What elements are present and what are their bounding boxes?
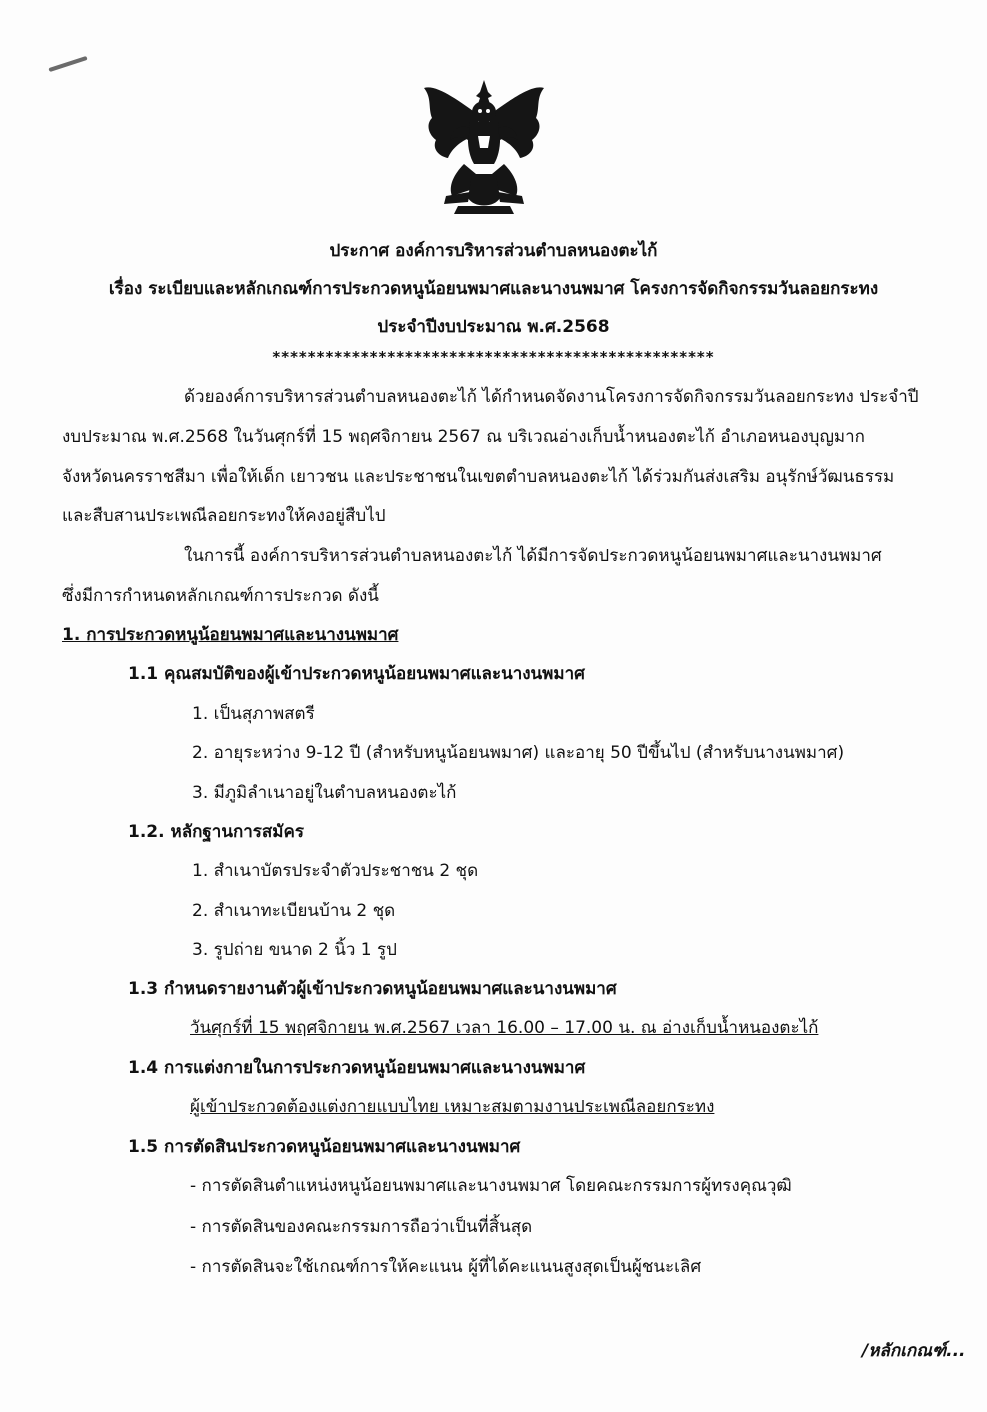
subsection-heading: 1.3 กำหนดรายงานตัวผู้เข้าประกวดหนูน้อยนพมาศและนางนพมาศ — [128, 979, 617, 999]
separator-stars: ************************************************** — [272, 348, 715, 366]
announcement-subject: เรื่อง ระเบียบและหลักเกณฑ์การประกวดหนูน้อยนพมาศและนางนพมาศ โครงการจัดกิจกรรมวันลอยกระทง — [108, 279, 879, 299]
list-item: 1. สำเนาบัตรประจำตัวประชาชน 2 ชุด — [192, 861, 479, 881]
list-item: 2. สำเนาทะเบียนบ้าน 2 ชุด — [192, 901, 396, 921]
announcement-title: ประกาศ องค์การบริหารส่วนตำบลหนองตะไก้ — [329, 241, 658, 261]
subsection-heading: 1.4 การแต่งกายในการประกวดหนูน้อยนพมาศและนางนพมาศ — [128, 1058, 586, 1078]
intro-paragraph-line: ในการนี้ องค์การบริหารส่วนตำบลหนองตะไก้ ได้มีการจัดประกวดหนูน้อยนพมาศและนางนพมาศ — [184, 546, 882, 566]
subsection-heading: 1.1 คุณสมบัติของผู้เข้าประกวดหนูน้อยนพมาศและนางนพมาศ — [128, 664, 585, 684]
subsection-heading: 1.5 การตัดสินประกวดหนูน้อยนพมาศและนางนพมาศ — [128, 1137, 521, 1157]
section-heading: 1. การประกวดหนูน้อยนพมาศและนางนพมาศ — [62, 625, 399, 645]
list-item: 1. เป็นสุภาพสตรี — [192, 704, 315, 724]
intro-paragraph-line: และสืบสานประเพณีลอยกระทงให้คงอยู่สืบไป — [62, 506, 386, 526]
list-item: 2. อายุระหว่าง 9-12 ปี (สำหรับหนูน้อยนพมาศ) และอายุ 50 ปีขึ้นไป (สำหรับนางนพมาศ) — [192, 743, 845, 763]
intro-paragraph-line: จังหวัดนครราชสีมา เพื่อให้เด็ก เยาวชน และประชาชนในเขตตำบลหนองตะไก้ ได้ร่วมกันส่งเสริม อนุรักษ์วัฒนธรรม — [62, 467, 895, 487]
subsection-heading: 1.2. หลักฐานการสมัคร — [128, 822, 305, 842]
dress-code-detail: ผู้เข้าประกวดต้องแต่งกายแบบไทย เหมาะสมตามงานประเพณีลอยกระทง — [190, 1097, 715, 1117]
list-item: 3. มีภูมิลำเนาอยู่ในตำบลหนองตะไก้ — [192, 783, 457, 803]
intro-paragraph-line: งบประมาณ พ.ศ.2568 ในวันศุกร์ที่ 15 พฤศจิกายน 2567 ณ บริเวณอ่างเก็บน้ำหนองตะไก้ อำเภอหนองบุญมาก — [62, 427, 865, 447]
list-item: - การตัดสินจะใช้เกณฑ์การให้คะแนน ผู้ที่ได้คะแนนสูงสุดเป็นผู้ชนะเลิศ — [190, 1257, 702, 1277]
list-item: 3. รูปถ่าย ขนาด 2 นิ้ว 1 รูป — [192, 940, 397, 960]
list-item: - การตัดสินของคณะกรรมการถือว่าเป็นที่สิ้นสุด — [190, 1217, 533, 1237]
garuda-emblem-icon — [418, 78, 550, 220]
list-item: - การตัดสินตำแหน่งหนูน้อยนพมาศและนางนพมาศ โดยคณะกรรมการผู้ทรงคุณวุฒิ — [190, 1176, 792, 1196]
intro-paragraph-line: ซึ่งมีการกำหนดหลักเกณฑ์การประกวด ดังนี้ — [62, 586, 379, 606]
fiscal-year: ประจำปีงบประมาณ พ.ศ.2568 — [377, 317, 610, 337]
intro-paragraph-line: ด้วยองค์การบริหารส่วนตำบลหนองตะไก้ ได้กำหนดจัดงานโครงการจัดกิจกรรมวันลอยกระทง ประจำปี — [184, 387, 919, 407]
continued-marker: /หลักเกณฑ์... — [862, 1341, 966, 1361]
scan-artifact — [48, 56, 87, 72]
report-date-detail: วันศุกร์ที่ 15 พฤศจิกายน พ.ศ.2567 เวลา 16.00 – 17.00 น. ณ อ่างเก็บน้ำหนองตะไก้ — [190, 1018, 819, 1038]
